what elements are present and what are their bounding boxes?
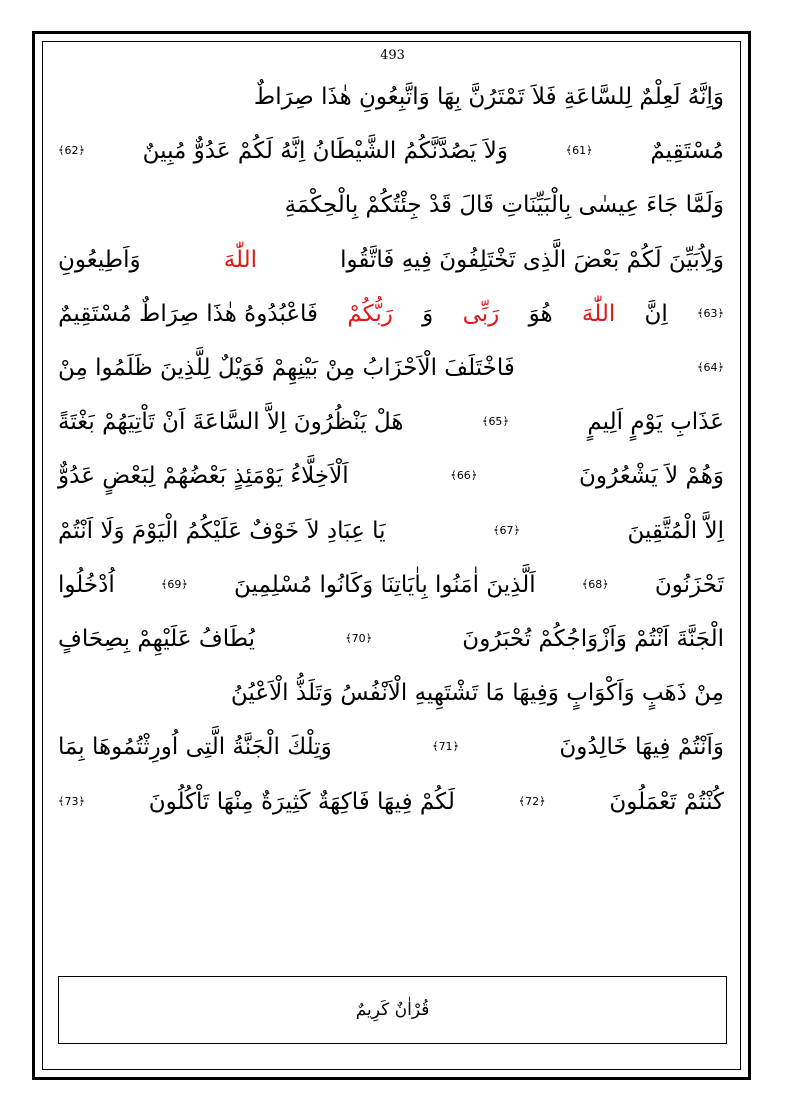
verse-text: وَلَمَّا جَاءَ عِيسٰى بِالْبَيِّنَاتِ قَالَ قَدْ جِئْتُكُمْ بِالْحِكْمَةِ xyxy=(284,192,724,219)
text-line xyxy=(58,70,724,124)
verse-text: وَهُمْ لاَ يَشْعُرُونَ xyxy=(579,463,724,490)
verse-text: وَاَطِيعُونِ xyxy=(58,246,141,273)
verse-text: عَذَابِ يَوْمٍ اَلِيمٍ xyxy=(587,409,724,436)
ayah-number-marker: ﴿72﴾ xyxy=(518,794,546,808)
text-line xyxy=(58,504,724,558)
ayah-number-marker: ﴿69﴾ xyxy=(160,577,188,591)
verse-text: اِلاَّ الْمُتَّقِينَ xyxy=(627,517,724,544)
verse-text: يَا عِبَادِ لاَ خَوْفٌ عَلَيْكُمُ الْيَوْمَ وَلَا اَنْتُمْ xyxy=(58,517,386,544)
verse-text: مُسْتَقِيمٌ xyxy=(650,138,724,165)
ayah-number-marker: ﴿62﴾ xyxy=(58,144,85,158)
verse-text: الْجَنَّةَ اَنْتُمْ وَاَزْوَاجُكُمْ تُحْبَرُونَ xyxy=(462,625,724,652)
verse-text: وَلاَ يَصُدَّنَّكُمُ الشَّيْطَانُ اِنَّهُ لَكُمْ عَدُوٌّ مُبِينٌ xyxy=(142,138,508,165)
text-line xyxy=(58,612,724,666)
divine-name-highlight: رَبِّى xyxy=(462,300,500,327)
text-line xyxy=(58,449,724,503)
ayah-number-marker: ﴿64﴾ xyxy=(697,361,724,375)
ayah-number-marker: ﴿68﴾ xyxy=(581,577,609,591)
verse-text: اُدْخُلُوا xyxy=(58,571,115,598)
verse-text: اِنَّ xyxy=(644,300,668,327)
ayah-number-marker: ﴿65﴾ xyxy=(481,415,509,429)
text-line xyxy=(58,124,724,178)
verse-text: وَاَنْتُمْ فِيهَا خَالِدُونَ xyxy=(559,734,724,761)
verse-text: فَاخْتَلَفَ الْاَحْزَابُ مِنْ بَيْنِهِمْ فَوَيْلٌ لِلَّذِينَ ظَلَمُوا مِنْ xyxy=(58,355,515,382)
ayah-number-marker: ﴿61﴾ xyxy=(565,144,593,158)
text-line xyxy=(58,233,724,287)
text-line xyxy=(58,666,724,720)
divine-name-highlight: اللّٰهَ xyxy=(223,246,258,273)
ayah-number-marker: ﴿70﴾ xyxy=(345,631,373,645)
verse-text: وَتِلْكَ الْجَنَّةُ الَّتِى اُورِثْتُمُوهَا بِمَا xyxy=(58,734,332,761)
verse-text: وَ xyxy=(422,300,434,327)
verse-text: كُنْتُمْ تَعْمَلُونَ xyxy=(609,788,724,815)
text-line xyxy=(58,395,724,449)
page-number: 493 xyxy=(380,48,405,63)
text-line xyxy=(58,287,724,341)
verse-text: هَلْ يَنْظُرُونَ اِلاَّ السَّاعَةَ اَنْ تَاْتِيَهُمْ بَغْتَةً xyxy=(58,409,404,436)
verse-text: فَاعْبُدُوهُ هٰذَا صِرَاطٌ مُسْتَقِيمٌ xyxy=(58,300,319,327)
ayah-number-marker: ﴿71﴾ xyxy=(432,740,460,754)
ayah-number-marker: ﴿73﴾ xyxy=(58,794,85,808)
text-line xyxy=(58,720,724,774)
divine-name-highlight: اللّٰهَ xyxy=(581,300,616,327)
text-line xyxy=(58,178,724,232)
ayah-number-marker: ﴿67﴾ xyxy=(493,523,520,537)
verse-text: اَلْاَخِلَّاءُ يَوْمَئِذٍ بَعْضُهُمْ لِبَعْضٍ عَدُوٌّ xyxy=(58,463,349,490)
quran-text-block xyxy=(58,70,724,829)
text-line xyxy=(58,558,724,612)
text-line xyxy=(58,341,724,395)
verse-text: يُطَافُ عَلَيْهِمْ بِصِحَافٍ xyxy=(58,625,255,652)
footer-title: قُرْاٰنٌ كَرِيمٌ xyxy=(355,1000,430,1020)
verse-text: وَلِاُبَيِّنَ لَكُمْ بَعْضَ الَّذِى تَخْتَلِفُونَ فِيهِ فَاتَّقُوا xyxy=(340,246,724,273)
text-line xyxy=(58,774,724,828)
verse-text: وَاِنَّهُ لَعِلْمٌ لِلسَّاعَةِ فَلاَ تَمْتَرُنَّ بِهَا وَاتَّبِعُونِ هٰذَا صِرَاطٌ xyxy=(253,84,724,111)
verse-text: هُوَ xyxy=(528,300,553,327)
verse-text: اَلَّذِينَ اٰمَنُوا بِاٰيَاتِنَا وَكَانُوا مُسْلِمِينَ xyxy=(234,571,536,598)
footer-box xyxy=(58,976,727,1044)
verse-text: مِنْ ذَهَبٍ وَاَكْوَابٍ وَفِيهَا مَا تَشْتَهِيهِ الْاَنْفُسُ وَتَلَذُّ الْاَعْيُنُ xyxy=(230,680,724,707)
verse-text: تَحْزَنُونَ xyxy=(654,571,724,598)
divine-name-highlight: رَبُّكُمْ xyxy=(347,300,393,327)
verse-text: لَكُمْ فِيهَا فَاكِهَةٌ كَثِيرَةٌ مِنْهَا تَاْكُلُونَ xyxy=(148,788,455,815)
ayah-number-marker: ﴿66﴾ xyxy=(450,469,478,483)
ayah-number-marker: ﴿63﴾ xyxy=(697,306,724,320)
